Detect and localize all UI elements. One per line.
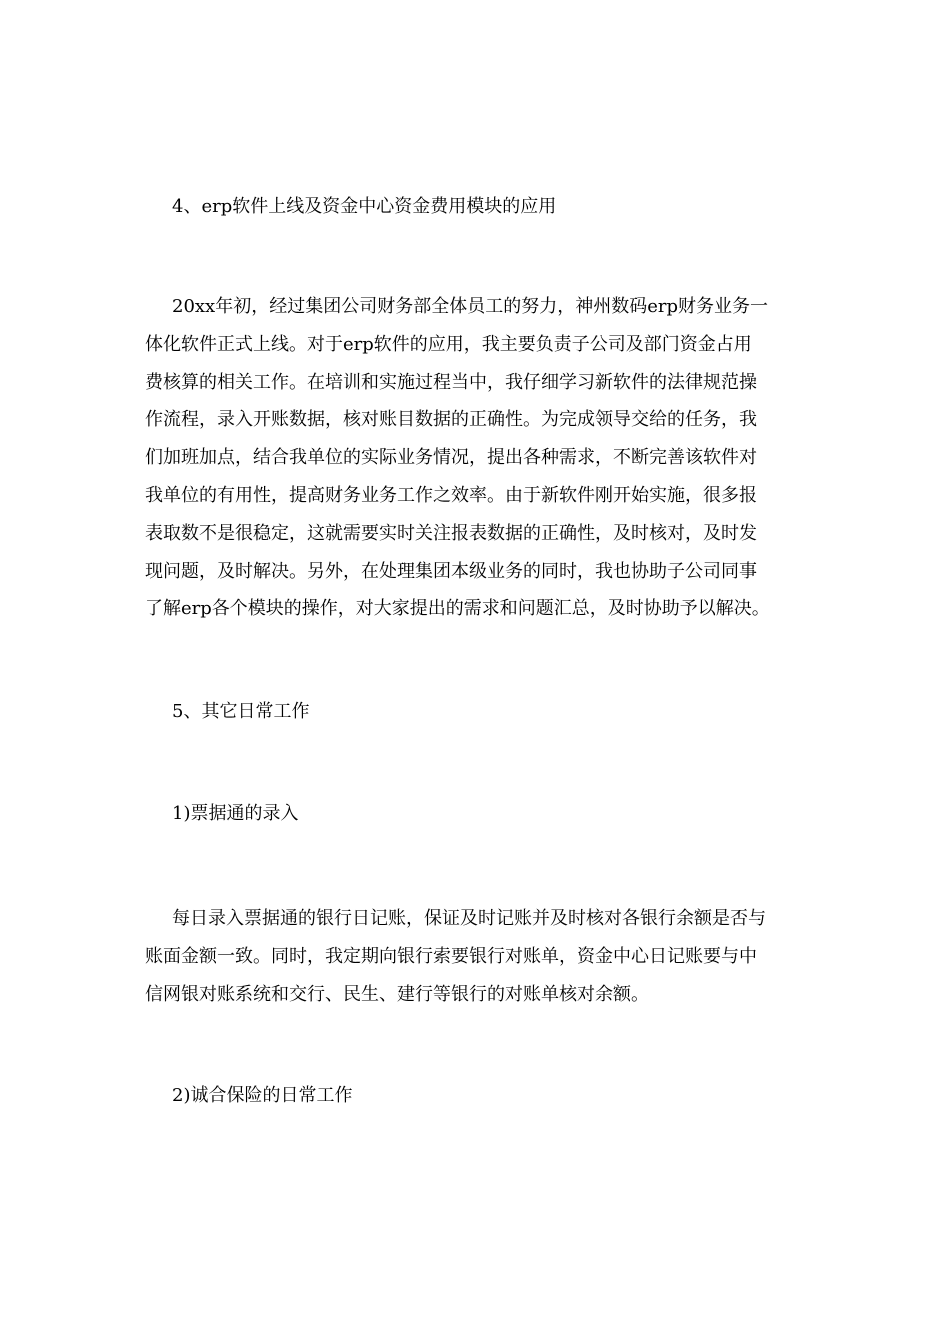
paragraph-line: 了解erp各个模块的操作，对大家提出的需求和问题汇总，及时协助予以解决。 <box>145 598 770 620</box>
paragraph-line: 我单位的有用性，提高财务业务工作之效率。由于新软件刚开始实施，很多报 <box>145 484 757 506</box>
paragraph-line: 们加班加点，结合我单位的实际业务情况，提出各种需求，不断完善该软件对 <box>145 447 757 469</box>
paragraph-line: 表取数不是很稳定，这就需要实时关注报表数据的正确性，及时核对，及时发 <box>145 522 757 544</box>
paragraph-line: 现问题，及时解决。另外，在处理集团本级业务的同时，我也协助子公司同事 <box>145 560 757 582</box>
paragraph-line: 信网银对账系统和交行、民生、建行等银行的对账单核对余额。 <box>145 983 649 1005</box>
paragraph-line: 体化软件正式上线。对于erp软件的应用，我主要负责子公司及部门资金占用 <box>145 333 752 355</box>
section-4-paragraph <box>145 288 807 628</box>
subsection-1-paragraph <box>145 900 807 1013</box>
subsection-1-heading: 1)票据通的录入 <box>172 803 299 824</box>
paragraph-line: 费核算的相关工作。在培训和实施过程当中，我仔细学习新软件的法律规范操 <box>145 371 757 393</box>
section-5-heading: 5、其它日常工作 <box>172 701 310 722</box>
paragraph-line: 20xx年初，经过集团公司财务部全体员工的努力，神州数码erp财务业务一 <box>172 296 768 317</box>
paragraph-line: 每日录入票据通的银行日记账，保证及时记账并及时核对各银行余额是否与 <box>172 908 766 929</box>
subsection-2-heading: 2)诚合保险的日常工作 <box>172 1085 353 1106</box>
section-4-heading: 4、erp软件上线及资金中心资金费用模块的应用 <box>172 196 557 217</box>
paragraph-line: 账面金额一致。同时，我定期向银行索要银行对账单，资金中心日记账要与中 <box>145 945 757 967</box>
paragraph-line: 作流程，录入开账数据，核对账目数据的正确性。为完成领导交给的任务，我 <box>145 409 757 431</box>
